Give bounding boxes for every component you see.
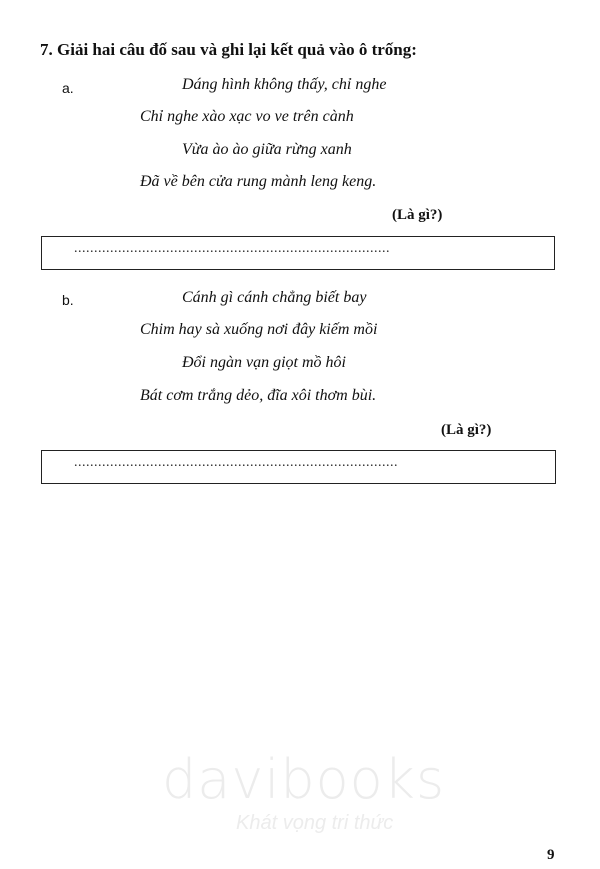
riddle-b-prompt: (Là gì?) <box>441 422 492 438</box>
riddle-a-line-3: Vừa ào ào giữa rừng xanh <box>182 141 352 158</box>
riddle-a-line-2: Chỉ nghe xào xạc vo ve trên cành <box>140 108 354 125</box>
question-heading: 7. Giải hai câu đố sau và ghi lại kết quả vào ô trống: <box>40 40 417 59</box>
watermark-logo: davibooks <box>162 748 446 811</box>
watermark-tagline: Khát vọng tri thức <box>236 812 394 834</box>
riddle-b-line-3: Đổi ngàn vạn giọt mồ hôi <box>182 354 346 371</box>
riddle-b-label: b. <box>62 292 74 308</box>
riddle-a-prompt: (Là gì?) <box>392 207 443 223</box>
riddle-a-label: a. <box>62 80 74 96</box>
riddle-a-answer-box[interactable] <box>41 236 555 270</box>
riddle-b-line-1: Cánh gì cánh chẳng biết bay <box>182 289 367 306</box>
riddle-b-answer-box[interactable] <box>41 450 556 484</box>
riddle-b-line-4: Bát cơm trắng dẻo, đĩa xôi thơm bùi. <box>140 387 377 404</box>
riddle-a-line-4: Đã về bên cửa rung mành leng keng. <box>140 173 377 190</box>
riddle-a-line-1: Dáng hình không thấy, chỉ nghe <box>182 76 387 93</box>
riddle-a-answer-dots: ............................................................................... <box>74 241 390 256</box>
page-number: 9 <box>547 847 555 863</box>
riddle-b-answer-dots: ................................................................................. <box>74 455 398 470</box>
riddle-b-line-2: Chim hay sà xuống nơi đây kiếm mồi <box>140 321 378 338</box>
